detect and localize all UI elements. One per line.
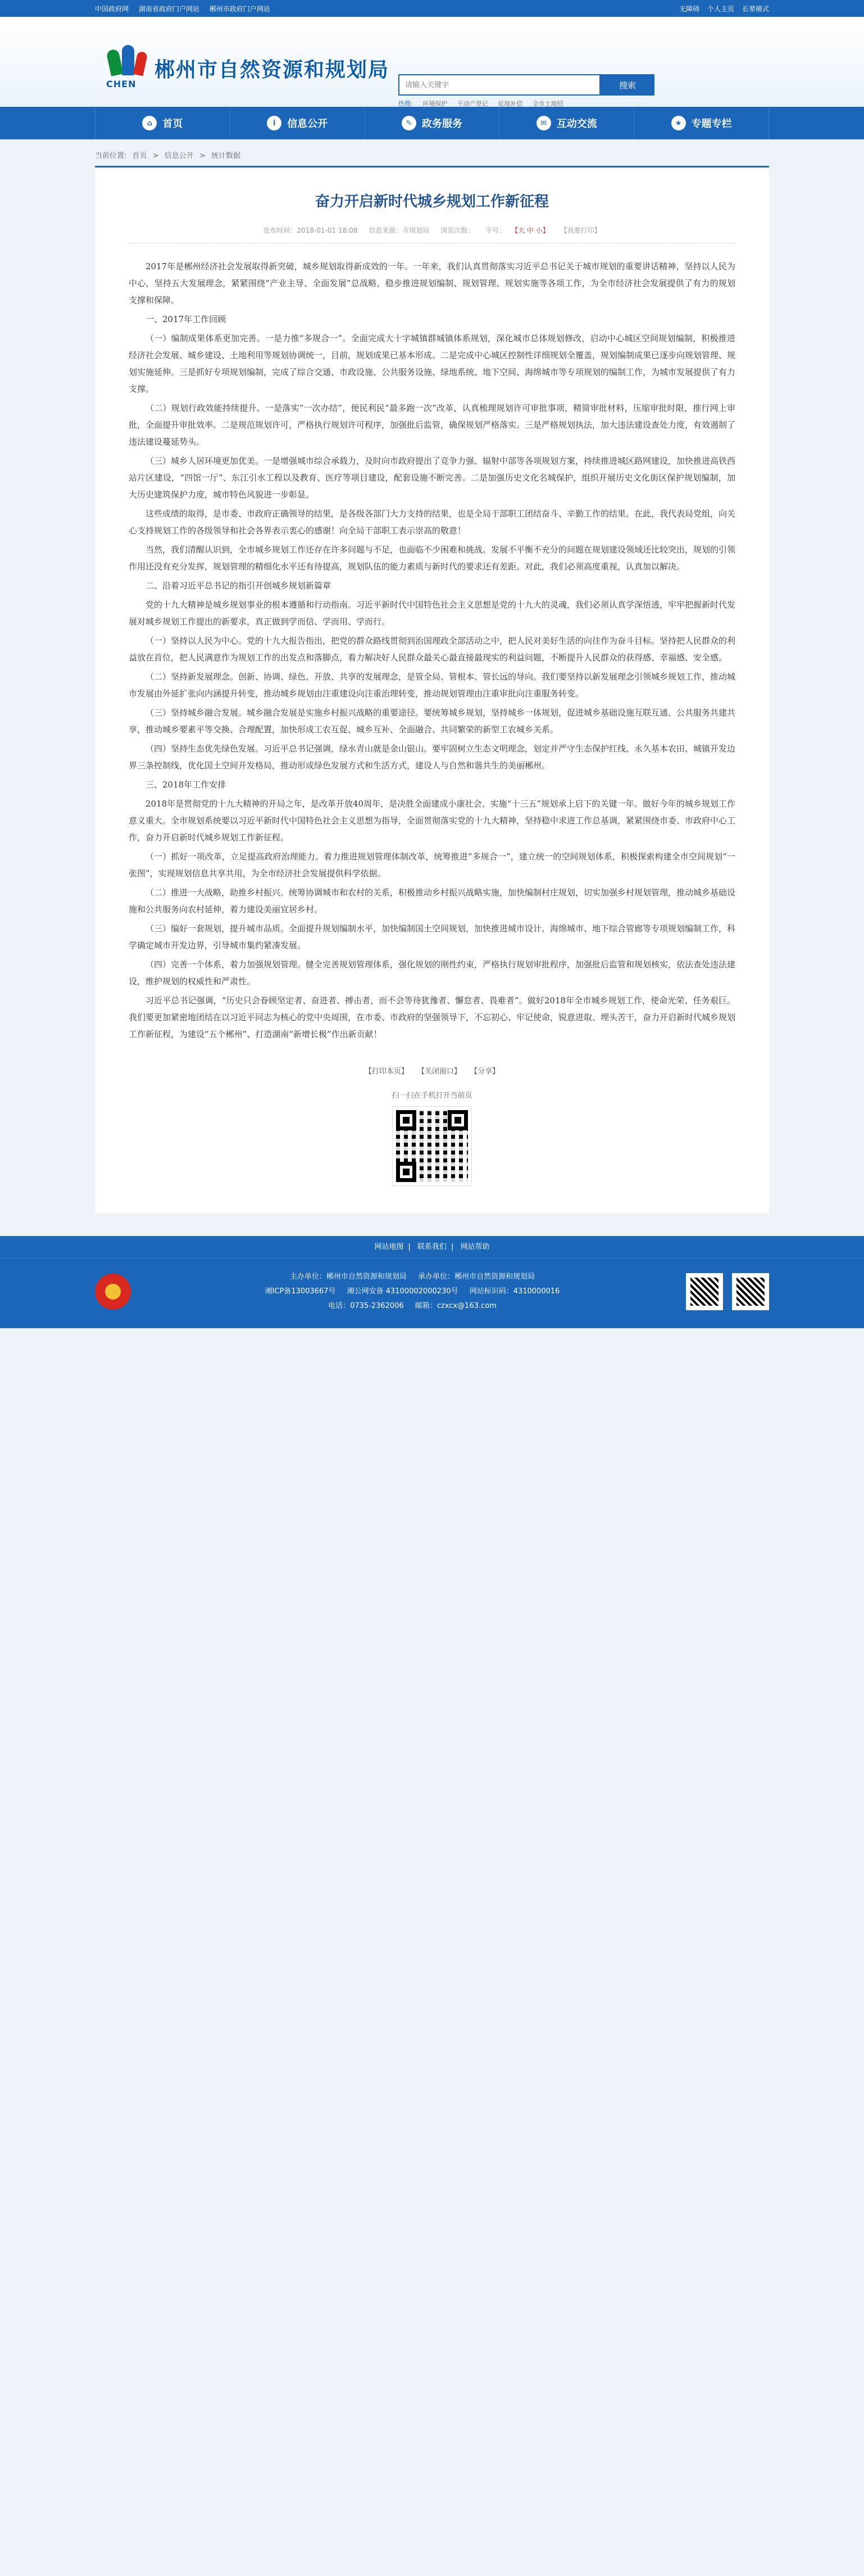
hot-search-item[interactable]: 不动产登记	[457, 100, 488, 107]
article-body	[129, 258, 735, 1043]
article-paragraph: 党的十九大精神是城乡规划事业的根本遵循和行动指南。习近平新时代中国特色社会主义思想是党的十九大的灵魂，我们必须认真学深悟透，牢牢把握新时代发展对城乡规划工作提出的新要求，真正做到学而信、学而用、学而行。	[129, 600, 736, 627]
article-paragraph: （一）抓好一项改革，立足提高政府治理能力。着力推进规划管理体制改革，统筹推进“多规合一”，建立统一的空间规划体系，积极探索构建全市空间规划“一张图”，实现规划信息共享共用，为全市经济社会发展提供科学依据。	[129, 852, 735, 879]
breadcrumb-home[interactable]: 首页	[132, 152, 147, 160]
breadcrumb-info[interactable]: 信息公开	[164, 152, 194, 160]
article-paragraph: （二）坚持新发展理念。创新、协调、绿色、开放、共享的发展理念，是管全局、管根本、管长远的导向。我们要坚持以新发展理念引领城乡规划工作，推动城市发展由外延扩张向内涵提升转变，推动城乡规划由注重建设向注重治理转变，推动规划管理由注重审批向注重服务转变。	[129, 672, 736, 699]
footer-links: 网站地图 | 联系我们 | 网站帮助	[0, 1236, 864, 1258]
logo-emblem-icon	[101, 44, 151, 92]
footer-police[interactable]: 湘公网安备 43100002000230号	[347, 1287, 458, 1296]
search-input[interactable]	[398, 74, 601, 96]
footer-contractor: 承办单位：郴州市自然资源和规划局	[418, 1273, 535, 1281]
breadcrumb-stats[interactable]: 统计数据	[211, 152, 240, 160]
close-window-button[interactable]: 【关闭窗口】	[417, 1067, 461, 1076]
footer-site-code: 网站标识码：4310000016	[469, 1287, 560, 1296]
article-paragraph: （四）完善一个体系，着力加强规划管理。健全完善规划管理体系，强化规划的刚性约束，严格执行规划审批程序，加强批后监管和规划核实，依法查处违法建设，维护规划的权威性和严肃性。	[129, 959, 736, 986]
chat-icon: ✉	[536, 116, 551, 130]
hot-search-item[interactable]: 环境保护	[422, 100, 448, 107]
article-paragraph: 这些成绩的取得，是市委、市政府正确领导的结果，是各级各部门大力支持的结果，也是全局干部职工团结奋斗、辛勤工作的结果。在此，我代表局党组，向关心支持规划工作的各级领导和社会各界表示衷心的感谢！向全局干部职工表示崇高的敬意！	[129, 509, 736, 536]
article-paragraph: （三）坚持城乡融合发展。城乡融合发展是实施乡村振兴战略的重要途径。要统筹城乡规划，坚持城乡一体规划，促进城乡基础设施互联互通、公共服务共建共享，推动城乡要素平等交换、合理配置，加快形成工农互促、城乡互补、全面融合、共同繁荣的新型工农城乡关系。	[129, 708, 736, 735]
info-source: 信息来源：市规划局	[369, 227, 430, 234]
top-link-gov[interactable]: 中国政府网	[95, 4, 129, 13]
home-icon: ⌂	[142, 116, 157, 130]
hot-search-item[interactable]: 全市土地招	[532, 100, 563, 107]
article-paragraph: 二、沿着习近平总书记的指引开创城乡规划新篇章	[145, 581, 331, 591]
article-paragraph: 习近平总书记强调，“历史只会眷顾坚定者、奋进者、搏击者，而不会等待犹豫者、懈怠者、畏难者”。做好2018年全市城乡规划工作，使命光荣、任务艰巨。我们要更加紧密地团结在以习近平同志为核心的党中央周围，在市委、市政府的坚强领导下，不忘初心、牢记使命，锐意进取、埋头苦干，奋力开启新时代城乡规划工作新征程，为建设“五个郴州”、打造湖南“新增长极”作出新贡献！	[129, 995, 736, 1039]
breadcrumb-sep: >	[199, 152, 206, 160]
footer-icp[interactable]: 湘ICP备13003667号	[265, 1287, 336, 1296]
top-link-chenzhou[interactable]: 郴州市政府门户网站	[209, 4, 270, 13]
site-footer	[0, 1236, 864, 1328]
personal-home-link[interactable]: 个人主页	[707, 4, 735, 13]
nav-item-label: 政务服务	[421, 118, 462, 130]
top-links	[95, 4, 278, 13]
article-paragraph: （三）城乡人居环境更加优美。一是增强城市综合承载力，及时向市政府提出了竞争力强、辐射中部等各项规划方案，持续推进城区路网建设，加快推进高铁西站片区建设，“四馆一厅”、东江引水工程以及教育、医疗等项目建设，配套设施不断完善。二是加强历史文化名城保护，组织开展历史文化街区保护规划编制，加大历史建筑保护力度，城市特色风貌进一步彰显。	[129, 456, 736, 500]
search-button[interactable]: 搜索	[601, 74, 654, 96]
breadcrumb-sep: >	[152, 152, 159, 160]
hot-search	[398, 99, 571, 107]
article-paragraph: （三）编好一套规划，提升城市品质。全面提升规划编制水平，加快编制国土空间规划，加快推进城市设计、海绵城市、地下综合管廊等专项规划编制工作，科学确定城市开发边界，引导城市集约紧凑发展。	[129, 923, 736, 950]
footer-email: 邮箱：czxcx@163.com	[415, 1302, 497, 1310]
footer-sponsor: 主办单位：郴州市自然资源和规划局	[289, 1273, 407, 1281]
logo-en-text: CHEN	[106, 79, 137, 89]
site-logo[interactable]	[101, 44, 389, 92]
breadcrumb-label: 当前位置:	[95, 152, 127, 160]
top-link-hunan[interactable]: 湖南省政府门户网站	[138, 4, 199, 13]
topic-icon: ★	[671, 116, 686, 130]
view-count: 浏览次数：	[440, 227, 475, 234]
share-button[interactable]: 【分享】	[470, 1067, 500, 1076]
service-icon: ✎	[402, 116, 416, 130]
main-nav	[0, 107, 864, 139]
print-link[interactable]: 【我要打印】	[560, 227, 601, 234]
national-emblem-icon	[95, 1274, 131, 1310]
article-paragraph: （四）坚持生态优先绿色发展。习近平总书记强调，绿水青山就是金山银山。要牢固树立生态文明理念，划定并严守生态保护红线、永久基本农田、城镇开发边界三条控制线，优化国土空间开发格局，推动形成绿色发展方式和生活方式，建设人与自然和谐共生的美丽郴州。	[129, 744, 736, 771]
article-actions	[129, 1065, 735, 1076]
breadcrumb	[95, 150, 769, 160]
article-paragraph: 2018年是贯彻党的十九大精神的开局之年，是改革开放40周年，是决胜全面建成小康社会、实施“十三五”规划承上启下的关键一年。做好今年的城乡规划工作意义重大。全市规划系统要以习近平新时代中国特色社会主义思想为指导，全面贯彻落实党的十九大精神，坚持稳中求进工作总基调，紧紧围绕市委、市政府中心工作，奋力开启新时代城乡规划工作新征程。	[129, 799, 736, 843]
nav-item-info[interactable]	[230, 107, 365, 139]
footer-link-help[interactable]: 网站帮助	[460, 1243, 490, 1251]
footer-link-contact[interactable]: 联系我们	[417, 1243, 447, 1251]
article-paragraph: （一）编制成果体系更加完善。一是力推“多规合一”。全面完成大十字城镇群城镇体系规划，深化城市总体规划修改，启动中心城区空间规划编制，积极推进经济社会发展、城乡建设、土地利用等规划协调统一，目前，规划成果已基本形成。二是完成中心城区控制性详细规划全覆盖，规划编制成果已逐步向规划管理、规划实施延伸。三是抓好专项规划编制，完成了综合交通、市政设施、公共服务设施、绿地系统、地下空间、海绵城市等专项规划的编制工作，为城市发展提供了有力支撑。	[129, 333, 736, 394]
article-paragraph: 一、2017年工作回顾	[145, 314, 226, 324]
hot-search-item[interactable]: 征地补偿	[498, 100, 523, 107]
qr-code-icon	[393, 1107, 471, 1185]
article-paragraph: （一）坚持以人民为中心。党的十九大报告指出，把党的群众路线贯彻到治国理政全部活动之中，把人民对美好生活的向往作为奋斗目标。坚持把人民群众的利益放在首位，把人民满意作为规划工作的出发点和落脚点，着力解决好人民群众最关心最直接最现实的利益问题，不断提升人民群众的获得感、幸福感、安全感。	[129, 636, 736, 663]
footer-link-sitemap[interactable]: 网站地图	[374, 1243, 404, 1251]
publish-time: 发布时间：2018-01-01 18:08	[263, 227, 358, 234]
search-bar	[398, 74, 654, 96]
footer-qr-icon	[686, 1273, 723, 1310]
elder-mode-link[interactable]: 长辈模式	[742, 4, 769, 13]
article-paragraph: 2017年是郴州经济社会发展取得新突破，城乡规划取得新成效的一年。一年来，我们认真贯彻落实习近平总书记关于城市规划的重要讲话精神，坚持以人民为中心，坚持五大发展理念，紧紧围绕“产业主导、全面发展”总战略，稳步推进规划编制、规划管理、规划实施等各项工作，为全市经济社会发展提供了有力的规划支撑和保障。	[129, 261, 735, 305]
font-size-switch[interactable]: 【大 中 小】	[515, 227, 549, 234]
footer-info	[148, 1270, 677, 1314]
print-page-button[interactable]: 【打印本页】	[364, 1067, 408, 1076]
article-paragraph: 三、2018年工作安排	[145, 780, 226, 790]
footer-phone: 电话：0735-2362006	[328, 1302, 404, 1310]
nav-item-label: 信息公开	[287, 118, 328, 130]
qr-section	[129, 1089, 735, 1185]
nav-item-home[interactable]	[95, 107, 230, 139]
article-title: 奋力开启新时代城乡规划工作新征程	[315, 193, 549, 210]
nav-item-label: 互动交流	[556, 118, 597, 130]
article-meta	[129, 225, 735, 243]
article-paragraph: （二）规划行政效能持续提升。一是落实“一次办结”，便民利民“最多跑一次”改革，认真梳理规划许可审批事项，精简审批材料，压缩审批时限，推行网上审批，全面提升审批效率。二是规范规划许可，严格执行规划许可程序，加强批后监管，确保规划严格落实。三是严格规划执法，加大违法建设查处力度，有效遏制了违法建设蔓延势头。	[129, 403, 736, 447]
nav-item-service[interactable]	[365, 107, 500, 139]
article	[95, 166, 769, 1214]
top-right-links	[674, 4, 769, 13]
info-icon: i	[267, 116, 281, 130]
hot-search-label: 热搜:	[398, 100, 413, 107]
nav-item-topics[interactable]	[634, 107, 769, 139]
nav-item-interaction[interactable]	[499, 107, 634, 139]
nav-item-label: 专题专栏	[691, 118, 732, 130]
top-bar	[0, 0, 864, 17]
site-header	[0, 17, 864, 107]
site-title: 郴州市自然资源和规划局	[154, 58, 390, 82]
font-size-label: 字号：	[485, 227, 506, 234]
footer-qr-icon	[732, 1273, 769, 1310]
qr-tip: 扫一扫在手机打开当前页	[392, 1092, 472, 1100]
article-paragraph: 当然，我们清醒认识到，全市城乡规划工作还存在许多问题与不足，也面临不少困难和挑战。发展不平衡不充分的问题在规划建设领域还比较突出，规划的引领作用还没有充分发挥，规划管理的精细化水平还有待提高，规划队伍的能力素质与新时代的要求还有差距。对此，我们必须高度重视，认真加以解决。	[129, 545, 736, 572]
accessibility-link[interactable]: 无障碍	[679, 4, 700, 13]
nav-item-label: 首页	[162, 118, 183, 130]
article-paragraph: （二）推进一大战略，助推乡村振兴。统筹协调城市和农村的关系，积极推动乡村振兴战略实施，加快编制村庄规划，切实加强乡村规划管理，推动城乡基础设施和公共服务向农村延伸，着力建设美丽宜居乡村。	[129, 888, 736, 914]
